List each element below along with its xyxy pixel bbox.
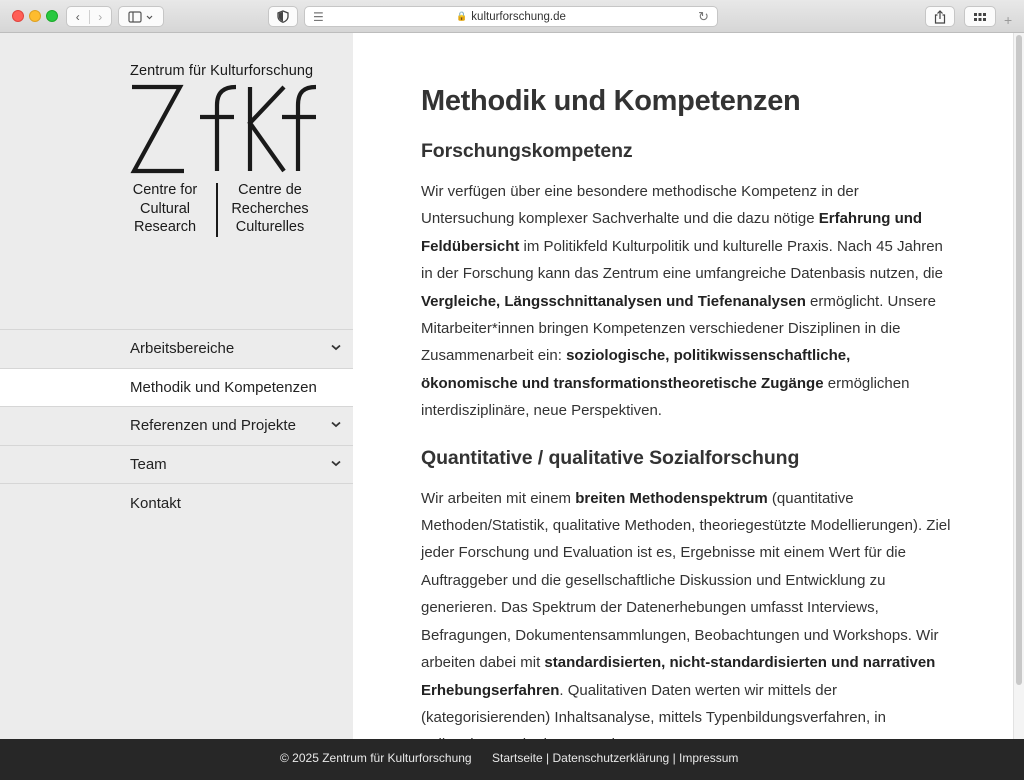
section-heading-sozialforschung: Quantitative / qualitative Sozialforschung — [421, 446, 800, 469]
footer-links — [492, 751, 738, 765]
privacy-report-button[interactable] — [268, 6, 298, 27]
logo-divider — [216, 183, 218, 237]
minimize-window-button[interactable] — [29, 10, 41, 22]
forward-icon[interactable]: › — [89, 10, 112, 24]
paragraph-sozialforschung: Wir arbeiten mit einem breiten Methodenspektrum (quantitative Methoden/Statistik, qualitative Methoden, theoriegestützte Modellierungen). Ziel jeder Forschung und Evaluation ist es, Ergebnisse mit einem Wert für die Auftraggeber und die gesellschaftliche Diskussion und Entwicklung zu generieren. Das Spektrum der Datenerhebungen umfasst Interviews, Befragungen, Dokumentensammlungen, Beobachtungen und Workshops. Wir arbeiten dabei mit standardisierten, nicht-standardisierten und narrativen Erhebungserfahren. Qualitativen Daten werten wir mittels der (kategorisierenden) Inhaltsanalyse, mittels Typenbildungsverfahren, in — [421, 489, 951, 726]
page-title: Methodik und Kompetenzen — [421, 85, 801, 117]
logo-subtitle-fr: Centre de Recherches Culturelles — [231, 182, 309, 235]
web-page — [0, 33, 1024, 739]
nav-item-team[interactable]: Team — [0, 446, 353, 485]
left-sidebar — [0, 33, 353, 739]
paragraph-forschungskompetenz: Wir verfügen über eine besondere methodische Kompetenz in der Untersuchung komplexer Sachverhalte und die dazu nötige Erfahrung und Feldübersicht im Politikfeld Kulturpolitik und kulturelle Praxis. Nach 45 Jahren in der Forschung kann das Zentrum eine umfangreiche Datenbasis nutzen, die Vergleiche, Längsschnittanalysen und Tiefenanalysen ermöglicht. Unsere Mitarbeiter*innen bringen Kompetenzen verschiedener Disziplinen in die Zusammenarbeit ein: soziologische, politikwissenschaftliche, ökonomische und transformationstheoretische Zugänge ermöglichen interdisziplinäre, neue Perspektiven. — [421, 183, 943, 420]
main-content-area — [353, 33, 1013, 739]
chevron-down-icon[interactable] — [329, 340, 343, 354]
close-window-button[interactable] — [12, 10, 24, 22]
history-nav — [66, 6, 112, 27]
logo-subtitle — [130, 181, 320, 241]
chevron-down-icon[interactable] — [329, 456, 343, 470]
reload-icon[interactable]: ↻ — [698, 9, 709, 24]
logo-subtitle-en: Centre for Cultural Research — [132, 182, 198, 235]
tab-overview-button[interactable] — [964, 6, 996, 27]
sidebar-icon — [128, 11, 154, 23]
footer-separator: | — [669, 751, 680, 765]
new-tab-icon[interactable]: + — [1004, 12, 1013, 28]
shield-icon — [277, 10, 289, 23]
site-logo[interactable] — [130, 63, 320, 241]
section-heading-forschungskompetenz: Forschungskompetenz — [421, 140, 633, 162]
logo-top-line: Zentrum für Kulturforschung — [130, 63, 314, 79]
sidebar-toggle-button[interactable] — [118, 6, 164, 27]
nav-item-referenzen[interactable]: Referenzen und Projekte — [0, 407, 353, 446]
maximize-window-button[interactable] — [46, 10, 58, 22]
nav-item-arbeitsbereiche[interactable]: Arbeitsbereiche — [0, 330, 353, 369]
scrollbar-thumb[interactable] — [1016, 35, 1022, 685]
share-button[interactable] — [925, 6, 955, 27]
chevron-down-icon[interactable] — [329, 417, 343, 431]
reader-icon[interactable]: ☰ — [313, 10, 324, 24]
lock-icon: 🔒 — [456, 11, 468, 21]
footer-copyright: © 2025 Zentrum für Kulturforschung — [280, 751, 472, 765]
url-text: kulturforschung.de — [471, 10, 566, 23]
footer-separator: | — [542, 751, 553, 765]
browser-toolbar — [0, 0, 1024, 33]
logo-mark — [130, 83, 318, 175]
back-icon[interactable]: ‹ — [75, 9, 80, 24]
footer-link-datenschutz[interactable]: Datenschutzerklärung — [552, 751, 670, 765]
site-footer — [0, 739, 1024, 780]
share-icon — [934, 10, 946, 24]
article — [421, 85, 951, 759]
nav-item-kontakt[interactable]: Kontakt — [130, 494, 181, 512]
page-scrollbar[interactable] — [1013, 33, 1024, 739]
nav-item-methodik[interactable]: Methodik und Kompetenzen — [0, 369, 353, 408]
main-navigation — [0, 329, 353, 523]
footer-link-startseite[interactable]: Startseite — [492, 751, 543, 765]
grid-icon — [974, 13, 986, 21]
address-bar[interactable] — [304, 6, 718, 27]
footer-link-impressum[interactable]: Impressum — [679, 751, 739, 765]
